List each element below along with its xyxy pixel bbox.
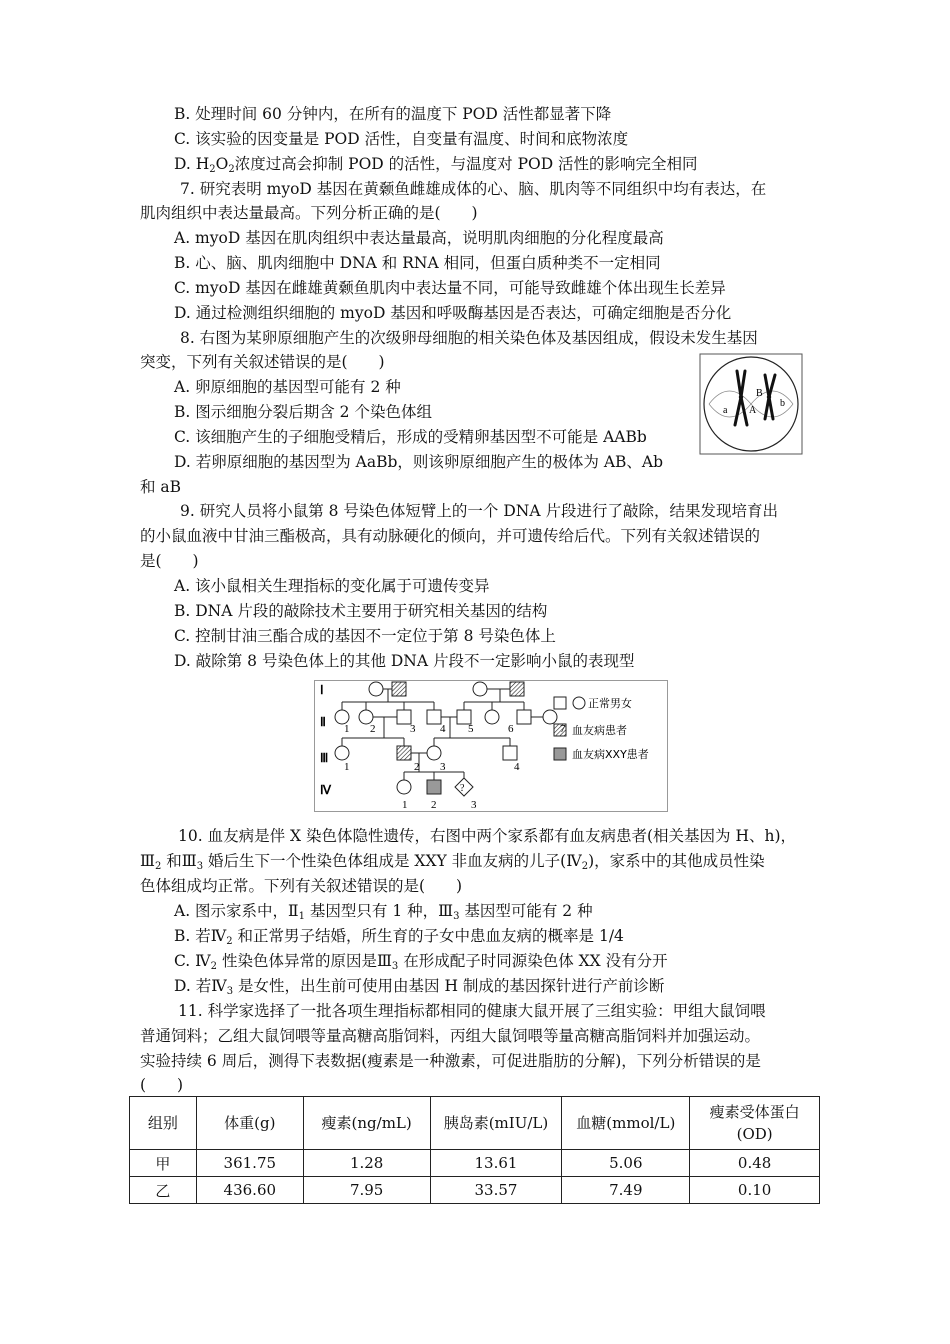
num-II-3: 3 [410, 723, 416, 735]
q9-option-c: C. 控制甘油三酯合成的基因不一定位于第 8 号染色体上 [174, 627, 556, 645]
table-header-row [130, 1097, 820, 1150]
legend-hemophilia: 血友病患者 [572, 724, 627, 737]
gen-label-1: Ⅰ [320, 683, 324, 697]
header-insulin: 胰岛素(mIU/L) [430, 1097, 562, 1150]
cell-group: 甲 [130, 1150, 197, 1177]
gen-label-2: Ⅱ [320, 715, 326, 729]
cell-receptor: 0.10 [690, 1177, 820, 1204]
cell-receptor: 0.48 [690, 1150, 820, 1177]
num-IV-3: 3 [471, 799, 477, 811]
cell-insulin: 33.57 [430, 1177, 562, 1204]
q9-option-a: A. 该小鼠相关生理指标的变化属于可遗传变异 [174, 577, 490, 595]
header-leptin: 瘦素(ng/mL) [303, 1097, 430, 1150]
q10-stem-line1: 10. 血友病是伴 X 染色体隐性遗传，右图中两个家系都有血友病患者(相关基因为 H、h)， [178, 827, 796, 845]
q10-option-b: B. 若$Ⅳ_2$ 和正常男子结婚，所生育的子女中患血友病的概率是 1/4 [174, 927, 624, 947]
rat-data-table [129, 1096, 820, 1204]
q8-option-b: B. 图示细胞分裂后期含 2 个染色体组 [174, 403, 432, 421]
q11-stem-line1: 11. 科学家选择了一批各项生理指标都相同的健康大鼠开展了三组实验：甲组大鼠饲喂 [178, 1002, 766, 1020]
cell-weight: 361.75 [196, 1150, 303, 1177]
q9-stem-line3: 是( ) [140, 552, 199, 570]
q9-option-b: B. DNA 片段的敲除技术主要用于研究相关基因的结构 [174, 602, 548, 620]
header-weight: 体重(g) [196, 1097, 303, 1150]
q9-stem-line1: 9. 研究人员将小鼠第 8 号染色体短臂上的一个 DNA 片段进行了敲除，结果发现培育出 [180, 502, 778, 520]
q6-option-c: C. 该实验的因变量是 POD 活性，自变量有温度、时间和底物浓度 [174, 130, 629, 148]
table-row [130, 1177, 820, 1204]
cell-leptin: 1.28 [303, 1150, 430, 1177]
legend-hemophilia-xxy: 血友病XXY患者 [572, 748, 649, 761]
num-II-2: 2 [370, 723, 376, 735]
gene-label-A: A [749, 405, 757, 416]
num-IV-1: 1 [402, 799, 408, 811]
q11-stem-line4: ( ) [140, 1076, 184, 1094]
header-group: 组别 [130, 1097, 197, 1150]
q6-option-d: D. $H_2O_2$浓度过高会抑制 POD 的活性，与温度对 POD 活性的影响完全相同 [174, 155, 698, 175]
gene-label-a: a [723, 405, 728, 416]
q8-option-d: D. 若卵原细胞的基因型为 AaBb，则该卵原细胞产生的极体为 AB、Ab [174, 453, 664, 471]
num-III-3: 3 [440, 761, 446, 773]
num-III-1: 1 [344, 761, 350, 773]
cell-group: 乙 [130, 1177, 197, 1204]
q11-stem-line2: 普通饲料；乙组大鼠饲喂等量高糖高脂饲料，丙组大鼠饲喂等量高糖高脂饲料并加强运动。 [140, 1027, 761, 1045]
num-III-4: 4 [514, 761, 520, 773]
gen-label-4: Ⅳ [320, 783, 332, 797]
hemophilia-pedigree-figure [314, 680, 668, 812]
table-row [130, 1150, 820, 1177]
q7-stem-line1: 7. 研究表明 myoD 基因在黄颡鱼雌雄成体的心、脑、肌肉等不同组织中均有表达，在 [180, 180, 767, 198]
q7-option-c: C. myoD 基因在雌雄黄颡鱼肌肉中表达量不同，可能导致雌雄个体出现生长差异 [174, 279, 726, 297]
q8-option-a: A. 卵原细胞的基因型可能有 2 种 [174, 378, 401, 396]
q9-option-d: D. 敲除第 8 号染色体上的其他 DNA 片段不一定影响小鼠的表现型 [174, 652, 635, 670]
gene-label-b: b [780, 398, 785, 409]
q8-stem-line1: 8. 右图为某卵原细胞产生的次级卵母细胞的相关染色体及基因组成，假设未发生基因 [180, 329, 758, 347]
cell-glucose: 7.49 [562, 1177, 690, 1204]
unknown-sex-mark: ? [460, 783, 465, 794]
num-II-4: 4 [440, 723, 446, 735]
gene-label-B: B [756, 388, 763, 399]
oocyte-cell-figure [699, 353, 803, 455]
q6-option-b: B. 处理时间 60 分钟内，在所有的温度下 POD 活性都显著下降 [174, 105, 612, 123]
q7-option-a: A. myoD 基因在肌肉组织中表达量最高，说明肌肉细胞的分化程度最高 [174, 229, 664, 247]
q11-stem-line3: 实验持续 6 周后，测得下表数据(瘦素是一种激素，可促进脂肪的分解)，下列分析错误的是 [140, 1052, 761, 1070]
num-IV-2: 2 [431, 799, 437, 811]
num-II-6: 6 [508, 723, 514, 735]
q10-option-d: D. 若$Ⅳ_3$ 是女性，出生前可使用由基因 H 制成的基因探针进行产前诊断 [174, 977, 665, 997]
q10-option-c: C. $Ⅳ_2$ 性染色体异常的原因是$Ⅲ_3$ 在形成配子时同源染色体 XX 没有分开 [174, 952, 668, 972]
q8-option-d-cont: 和 aB [140, 478, 182, 496]
cell-glucose: 5.06 [562, 1150, 690, 1177]
cell-insulin: 13.61 [430, 1150, 562, 1177]
q10-option-a: A. 图示家系中，$Ⅱ_1$ 基因型只有 1 种，$Ⅲ_3$ 基因型可能有 2 种 [174, 902, 593, 922]
gen-label-3: Ⅲ [320, 751, 329, 765]
q8-stem-line2: 突变，下列有关叙述错误的是( ) [140, 353, 385, 371]
legend-normal: 正常男女 [588, 697, 632, 710]
cell-leptin: 7.95 [303, 1177, 430, 1204]
q10-stem-line2: $Ⅲ_2$ 和$Ⅲ_3$ 婚后生下一个性染色体组成是 XXY 非血友病的儿子$(Ⅳ_2)$，家系中的其他成员性染 [140, 852, 765, 872]
q9-stem-line2: 的小鼠血液中甘油三酯极高，具有动脉硬化的倾向，并可遗传给后代。下列有关叙述错误的 [140, 527, 761, 545]
header-glucose: 血糖(mmol/L) [562, 1097, 690, 1150]
q10-stem-line3: 色体组成均正常。下列有关叙述错误的是( ) [140, 877, 463, 895]
num-III-2: 2 [414, 761, 420, 773]
header-receptor: 瘦素受体蛋白 (OD) [690, 1097, 820, 1150]
q7-option-d: D. 通过检测组织细胞的 myoD 基因和呼吸酶基因是否表达，可确定细胞是否分化 [174, 304, 732, 322]
num-II-5: 5 [468, 723, 474, 735]
q7-option-b: B. 心、脑、肌肉细胞中 DNA 和 RNA 相同，但蛋白质种类不一定相同 [174, 254, 661, 272]
q7-stem-line2: 肌肉组织中表达量最高。下列分析正确的是( ) [140, 204, 478, 222]
cell-weight: 436.60 [196, 1177, 303, 1204]
q8-option-c: C. 该细胞产生的子细胞受精后，形成的受精卵基因型不可能是 AABb [174, 428, 647, 446]
num-II-1: 1 [344, 723, 350, 735]
